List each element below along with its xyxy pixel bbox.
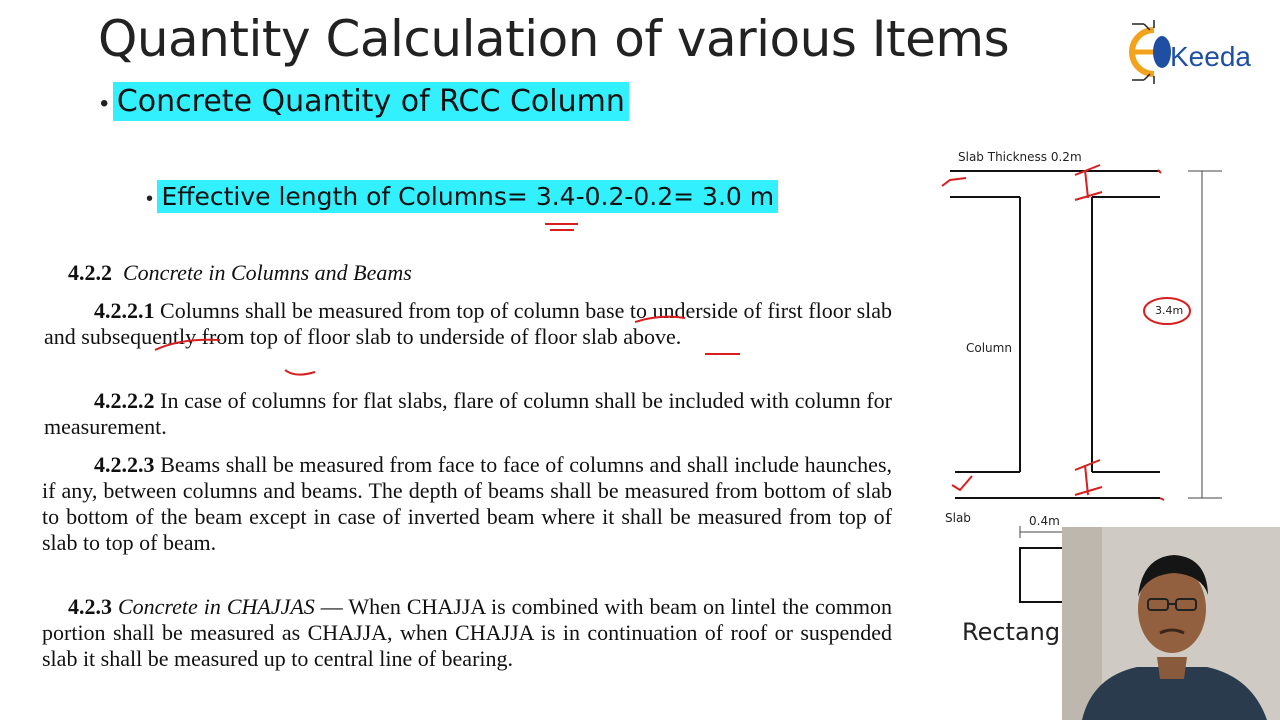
annotation-underline	[540, 220, 590, 234]
bullet-concrete-quantity	[100, 84, 629, 119]
heading-number: 4.2.2	[68, 260, 112, 285]
logo-text: Keeda	[1170, 41, 1251, 72]
clause-number: 4.2.3	[68, 594, 112, 619]
clause-text: In case of columns for flat slabs, flare of column shall be included with column for measurement.	[44, 388, 893, 439]
clause-4-2-3	[42, 594, 892, 672]
bullet1-text: Concrete Quantity of RCC Column	[113, 82, 629, 121]
annotation-marks	[140, 300, 780, 380]
presenter-webcam	[1062, 527, 1280, 720]
clause-number: 4.2.2.3	[94, 452, 155, 477]
column-label: Column	[966, 341, 1012, 355]
slab-label: Slab	[945, 511, 971, 525]
clause-text: Beams shall be measured from face to face of columns and shall include haunches, if any, between columns and beams. The depth of beams shall be measured from bottom of slab to bottom of the beam except in case of inverted beam where it shall be measured from top of slab to top of beam.	[42, 452, 893, 555]
height-label-circled	[1142, 296, 1192, 326]
clause-heading: Concrete in CHAJJAS	[117, 594, 315, 619]
slab-thickness-label: Slab Thickness 0.2m	[958, 150, 1082, 164]
code-heading	[68, 260, 888, 286]
width-label: 0.4m	[1029, 514, 1060, 528]
clause-4-2-2-3	[42, 452, 892, 556]
bullet-dot: •	[146, 188, 154, 210]
slide-title: Quantity Calculation of various Items	[98, 10, 1010, 68]
bullet2-expr: 3.4-0.2-0.2	[535, 182, 674, 211]
bullet-effective-length	[146, 182, 778, 211]
red-checkmarks	[942, 165, 1164, 500]
rectangle-label: Rectang	[962, 618, 1061, 646]
clause-text: Columns shall be measured from top of column base to underside of first floor slab and subsequently from top of floor slab to underside of floor slab above.	[44, 298, 893, 349]
ekeeda-logo	[1124, 18, 1264, 86]
clause-4-2-2-2	[44, 388, 892, 440]
clause-number: 4.2.2.2	[94, 388, 155, 413]
heading-text: Concrete in Columns and Beams	[123, 260, 412, 285]
bullet2-text	[157, 180, 778, 213]
height-label: 3.4m	[1155, 304, 1184, 317]
bullet-dot: •	[100, 90, 109, 117]
bullet2-suffix: = 3.0 m	[673, 182, 775, 211]
bullet2-prefix: Effective length of Columns=	[161, 182, 536, 211]
logo-mark-icon	[1132, 20, 1171, 84]
clause-text: — When CHAJJA is combined with beam on lintel the common portion shall be measured as CHAJJA, when CHAJJA is in continuation of roof or suspended slab it shall be measured up to central line of bearing.	[42, 594, 893, 671]
clause-number: 4.2.2.1	[94, 298, 155, 323]
